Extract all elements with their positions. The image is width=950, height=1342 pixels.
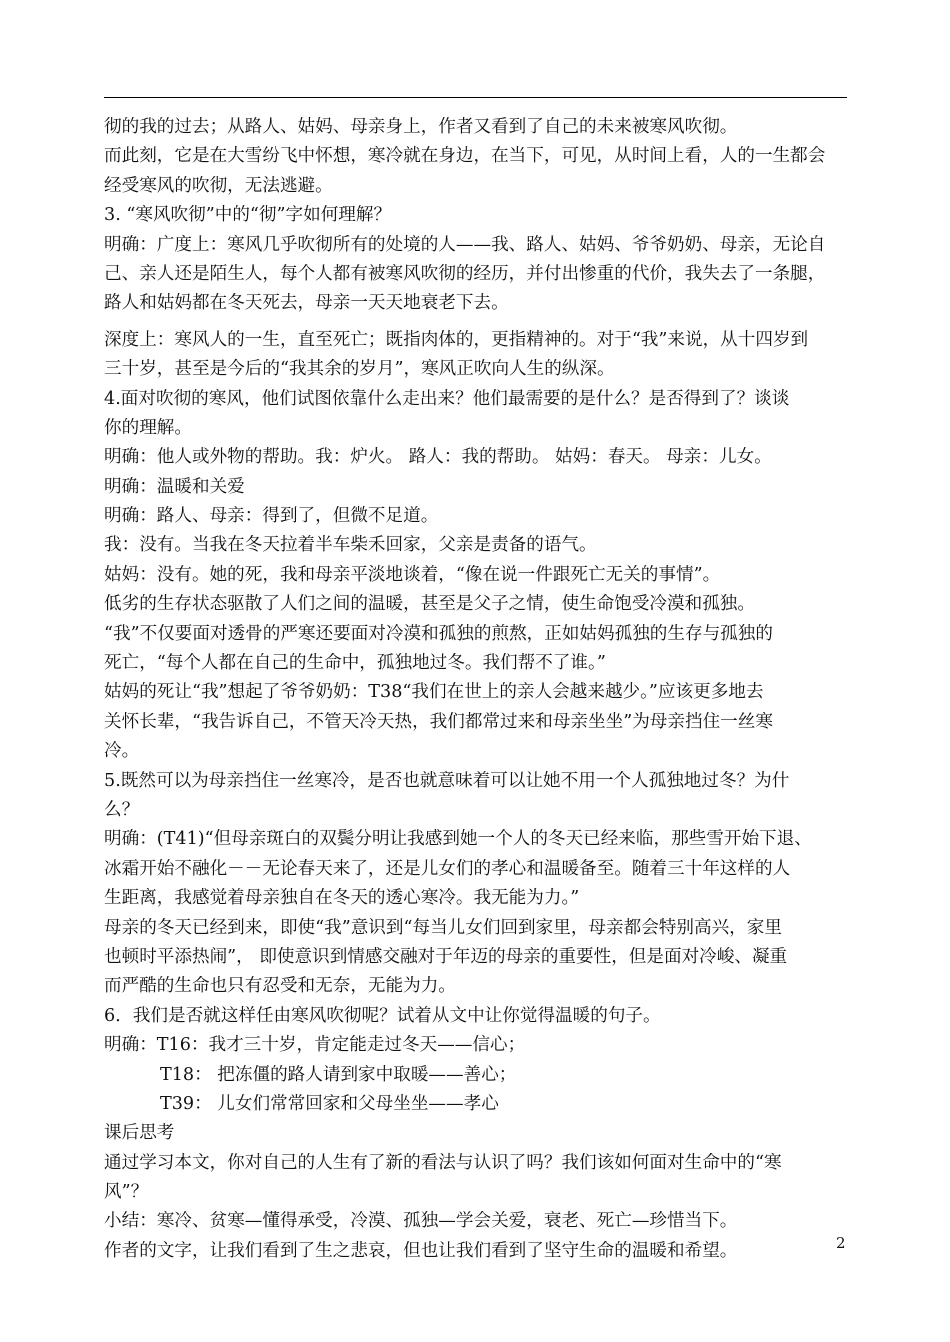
text-line: 么？	[104, 799, 140, 820]
text-line: 也顿时平添热闹”， 即使意识到情感交融对于年迈的母亲的重要性，但是面对冷峻、凝重	[104, 946, 788, 967]
text-line: 关怀长辈，“我告诉自己，不管天冷天热，我们都常过来和母亲坐坐”为母亲挡住一丝寒	[104, 711, 773, 732]
text-line: 彻的我的过去；从路人、姑妈、母亲身上，作者又看到了自己的未来被寒风吹彻。	[104, 117, 738, 137]
text-line: 冰霜开始不融化－－无论春天来了，还是儿女们的孝心和温暖备至。随着三十年这样的人	[104, 858, 791, 879]
text-line: 作者的文字，让我们看到了生之悲哀，但也让我们看到了坚守生命的温暖和希望。	[104, 1240, 738, 1261]
text-line: 路人和姑妈都在冬天死去，母亲一天天地衰老下去。	[104, 293, 509, 314]
question-4: 4.面对吹彻的寒风，他们试图依靠什么走出来？他们最需要的是什么？是否得到了？谈谈	[104, 388, 790, 409]
text-line: 死亡，“每个人都在自己的生命中，孤独地过冬。我们帮不了谁。”	[104, 653, 606, 674]
question-6: 6．我们是否就这样任由寒风吹彻呢？试着从文中让你觉得温暖的句子。	[104, 1005, 661, 1026]
text-line: 你的理解。	[104, 417, 192, 438]
text-line: 冷。	[104, 741, 140, 762]
text-line: 姑妈：没有。她的死，我和母亲平淡地谈着，“像在说一件跟死亡无关的事情”。	[104, 564, 721, 585]
text-line: 明确：(T41)“但母亲斑白的双鬓分明让我感到她一个人的冬天已经来临，那些雪开始下退、	[104, 829, 812, 850]
text-line: 小结：寒冷、贫寒—懂得承受，冷漠、孤独—学会关爱，衰老、死亡—珍惜当下。	[104, 1211, 738, 1232]
text-line: 明确：广度上：寒风几乎吹彻所有的处境的人——我、路人、姑妈、爷爷奶奶、母亲，无论自	[104, 234, 826, 255]
text-line: 姑妈的死让“我”想起了爷爷奶奶：T38“我们在世上的亲人会越来越少。”应该更多地去	[104, 682, 764, 703]
question-3: 3. “寒风吹彻”中的“彻”字如何理解？	[104, 205, 392, 226]
text-line: 生距离，我感觉着母亲独自在冬天的透心寒冷。我无能为力。”	[104, 888, 580, 909]
question-5: 5.既然可以为母亲挡住一丝寒冷，是否也就意味着可以让她不用一个人孤独地过冬？为什	[104, 770, 790, 791]
page-number: 2	[836, 1234, 846, 1252]
header-rule	[104, 97, 847, 98]
text-line: 通过学习本文，你对自己的人生有了新的看法与认识了吗？我们该如何面对生命中的“寒	[104, 1152, 782, 1173]
text-line: 明确：路人、母亲：得到了，但微不足道。	[104, 506, 439, 527]
text-line: 我：没有。当我在冬天拉着半车柴禾回家，父亲是责备的语气。	[104, 535, 597, 556]
text-line: 明确：T16：我才三十岁，肯定能走过冬天——信心；	[104, 1035, 526, 1056]
paragraph-gap	[104, 319, 849, 326]
text-line: “我”不仅要面对透骨的严寒还要面对冷漠和孤独的煎熬，正如姑妈孤独的生存与孤独的	[104, 623, 773, 644]
text-line: 深度上：寒风人的一生，直至死亡；既指肉体的，更指精神的。对于“我”来说，从十四岁到	[104, 329, 809, 350]
text-line: 三十岁，甚至是今后的“我其余的岁月”，寒风正吹向人生的纵深。	[104, 359, 615, 380]
text-line: 明确：他人或外物的帮助。我：炉火。 路人：我的帮助。 姑妈：春天。 母亲：儿女。	[104, 447, 772, 468]
text-line: 而严酷的生命也只有忍受和无奈，无能为力。	[104, 976, 456, 997]
text-line: 风”？	[104, 1182, 149, 1203]
text-line: 母亲的冬天已经到来，即使“我”意识到“每当儿女们回到家里，母亲都会特别高兴，家里	[104, 917, 782, 938]
section-heading: 课后思考	[104, 1123, 175, 1144]
text-line: 己、亲人还是陌生人，每个人都有被寒风吹彻的经历，并付出惨重的代价，我失去了一条腿，	[104, 263, 826, 284]
text-line: T18： 把冻僵的路人请到家中取暖——善心；	[160, 1064, 517, 1085]
text-line: 低劣的生存状态驱散了人们之间的温暖，甚至是父子之情，使生命饱受冷漠和孤独。	[104, 594, 755, 615]
text-line: T39： 儿女们常常回家和父母坐坐——孝心	[160, 1093, 499, 1114]
body-text	[104, 113, 849, 1266]
text-line: 明确：温暖和关爱	[104, 476, 245, 497]
text-line: 经受寒风的吹彻，无法逃避。	[104, 175, 333, 196]
text-line: 而此刻，它是在大雪纷飞中怀想，寒冷就在身边，在当下，可见，从时间上看，人的一生都会	[104, 146, 826, 167]
